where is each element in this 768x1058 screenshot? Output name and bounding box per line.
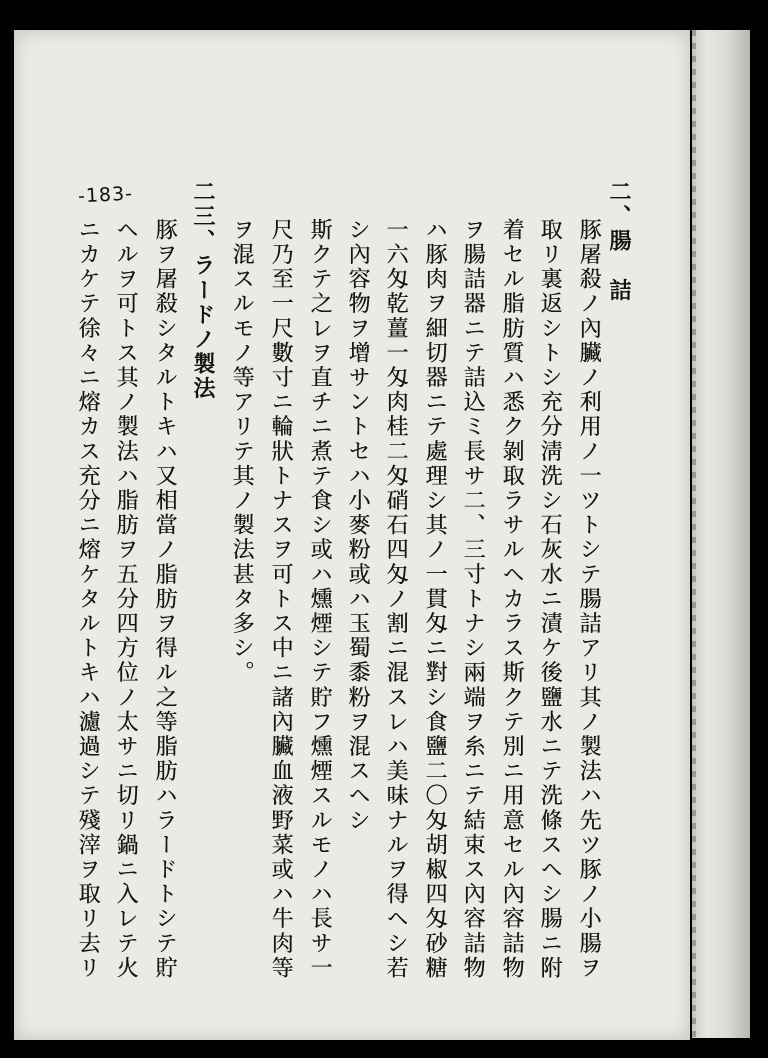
page-number: -183- <box>77 182 134 208</box>
section1-line-8: 斯クテ之レヲ直チニ煮テ食シ或ハ燻煙シテ貯フ燻煙スルモノハ長サ一 <box>307 218 332 981</box>
section1-heading: 二、腸 詰 <box>606 180 632 303</box>
section1-line-2: 取リ裏返シトシ充分淸洗シ石灰水ニ漬ケ後鹽水ニテ洗條スヘシ腸ニ附 <box>537 218 562 981</box>
section1-line-6: 一六匁乾薑一匁肉桂二匁硝石四匁ノ割ニ混スレハ美味ナルヲ得ヘシ若 <box>383 218 408 981</box>
section1-line-5: ハ豚肉ヲ細切器ニテ處理シ其ノ一貫匁ニ對シ食鹽二〇匁胡椒四匁砂糖 <box>422 218 447 981</box>
section2-heading: 二三、ラードノ製法 <box>190 180 216 402</box>
section1-line-1: 豚屠殺ノ內臟ノ利用ノ一ツトシテ腸詰アリ其ノ製法ハ先ツ豚ノ小腸ヲ <box>576 218 601 981</box>
section2-line-1: 豚ヲ屠殺シタルトキハ又相當ノ脂肪ヲ得ル之等脂肪ハラードトシテ貯 <box>152 218 177 981</box>
page-fringe <box>692 30 696 1038</box>
section2-line-3: ニカケテ徐々ニ熔カス充分ニ熔ケタルトキハ濾過シテ殘滓ヲ取リ去リ <box>75 218 100 981</box>
section1-line-10: ヲ混スルモノ等アリテ其ノ製法甚タ多シ。 <box>229 218 254 686</box>
document-page <box>14 30 690 1040</box>
section1-line-3: 着セル脂肪質ハ悉ク剝取ラサルヘカラス斯クテ別ニ用意セル內容詰物 <box>499 218 524 981</box>
section1-line-4: ヲ腸詰器ニテ詰込ミ長サ二、三寸トナシ兩端ヲ糸ニテ結束ス內容詰物 <box>460 218 485 981</box>
section2-line-2: ヘルヲ可トス其ノ製法ハ脂肪ヲ五分四方位ノ太サニ切リ鍋ニ入レテ火 <box>113 218 138 981</box>
section1-line-9: 尺乃至一尺數寸ニ輪狀トナスヲ可トス中ニ諸內臟血液野菜或ハ牛肉等 <box>268 218 293 981</box>
section1-line-7: シ內容物ヲ增サントセハ小麥粉或ハ玉蜀黍粉ヲ混スヘシ <box>345 218 370 833</box>
adjacent-page-edge <box>692 30 750 1038</box>
